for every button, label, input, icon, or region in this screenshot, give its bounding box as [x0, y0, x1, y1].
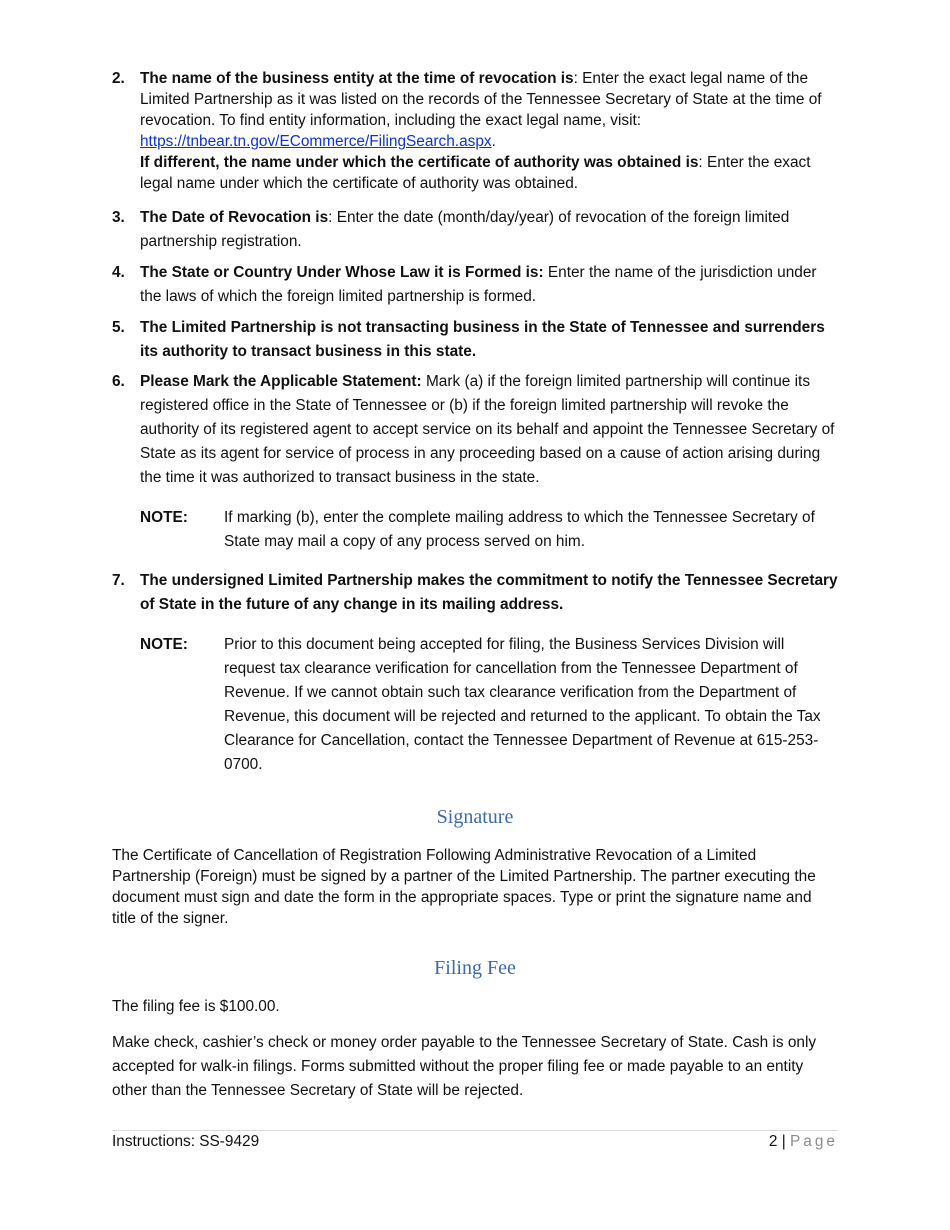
item-text	[140, 316, 838, 364]
instruction-item-5	[112, 316, 838, 364]
page-footer	[112, 1130, 838, 1151]
link-trailing: .	[491, 133, 496, 150]
note-label: NOTE:	[140, 509, 188, 526]
instruction-item-7	[112, 569, 838, 777]
note-text: If marking (b), enter the complete mailing address to which the Tennessee Secretary of State may mail a copy of any process served on him.	[224, 509, 815, 550]
instruction-item-4	[112, 261, 838, 309]
item-body: : Enter the date (month/day/year) of revocation of the foreign limited partnership registration.	[140, 209, 790, 250]
item-text	[140, 261, 838, 309]
page-number: 2	[768, 1133, 778, 1150]
item-lead: The State or Country Under Whose Law it is Formed is:	[140, 264, 544, 281]
item-number: 4.	[112, 264, 125, 281]
item-sub-lead: If different, the name under which the certificate of authority was obtained is	[140, 154, 699, 171]
item-note	[140, 506, 838, 554]
note-label: NOTE:	[140, 636, 188, 653]
signature-text: The Certificate of Cancellation of Registration Following Administrative Revocation of a Limited Partnership (Foreign) must be signed by a partner of the Limited Partnership. The partner executing the document must sign and date the form in the appropriate spaces. Type or print the signature name and title of the signer.	[112, 847, 816, 927]
filing-search-link[interactable]: https://tnbear.tn.gov/ECommerce/FilingSearch.aspx	[140, 133, 492, 150]
filing-fee-text: The filing fee is $100.00.	[112, 998, 280, 1015]
item-body: : Enter the exact legal name of the Limited Partnership as it was listed on the records of the Tennessee Secretary of State at the time of revocation. To find entity information, including the exact legal name, visit:	[140, 70, 822, 129]
item-lead: The Limited Partnership is not transacting business in the State of Tennessee and surrenders its authority to transact business in this state.	[140, 319, 825, 360]
item-number: 2.	[112, 70, 125, 87]
document-body	[112, 68, 838, 1103]
item-lead: The name of the business entity at the time of revocation is	[140, 70, 574, 87]
item-number: 7.	[112, 572, 125, 589]
item-body: Enter the name of the jurisdiction under the laws of which the foreign limited partnership is formed.	[140, 264, 817, 305]
item-note	[140, 633, 838, 777]
instruction-item-2	[112, 68, 838, 194]
item-lead: The Date of Revocation is	[140, 209, 329, 226]
signature-heading: Signature	[436, 806, 514, 828]
item-body: Mark (a) if the foreign limited partnership will continue its registered office in the State of Tennessee or (b) if the foreign limited partnership will revoke the authority of its registered agent to accept service on its behalf and appoint the Tennessee Secretary of State as its agent for service of process in any proceeding based on a cause of action arising during the time it was authorized to transact business in the state.	[140, 373, 835, 486]
item-number: 6.	[112, 373, 125, 390]
item-lead: Please Mark the Applicable Statement:	[140, 373, 422, 390]
page-indicator	[769, 1133, 838, 1151]
item-lead: The undersigned Limited Partnership makes the commitment to notify the Tennessee Secretary of State in the future of any change in its mailing address.	[140, 572, 838, 613]
page-word: Page	[790, 1133, 838, 1150]
item-text	[140, 370, 838, 490]
page-separator: |	[781, 1133, 786, 1150]
filing-fee-heading: Filing Fee	[434, 957, 516, 979]
item-subtext	[140, 152, 838, 194]
item-text	[140, 569, 838, 617]
item-sub-body: : Enter the exact legal name under which the certificate of authority was obtained.	[140, 154, 811, 192]
item-text	[140, 68, 838, 152]
instruction-item-6	[112, 370, 838, 554]
footer-form-id: Instructions: SS-9429	[112, 1133, 260, 1150]
note-text: Prior to this document being accepted for filing, the Business Services Division will request tax clearance verification for cancellation from the Tennessee Department of Revenue. If we cannot obtain such tax clearance verification from the Department of Revenue, this document will be rejected and returned to the applicant. To obtain the Tax Clearance for Cancellation, contact the Tennessee Department of Revenue at 615-253-0700.	[224, 636, 821, 773]
payment-text: Make check, cashier’s check or money order payable to the Tennessee Secretary of State. Cash is only accepted for walk-in filings. Forms submitted without the proper filing fee or made payable to an entity other than the Tennessee Secretary of State will be rejected.	[112, 1034, 817, 1099]
item-number: 5.	[112, 319, 125, 336]
item-number: 3.	[112, 209, 125, 226]
instruction-item-3	[112, 206, 838, 254]
item-text	[140, 206, 838, 254]
